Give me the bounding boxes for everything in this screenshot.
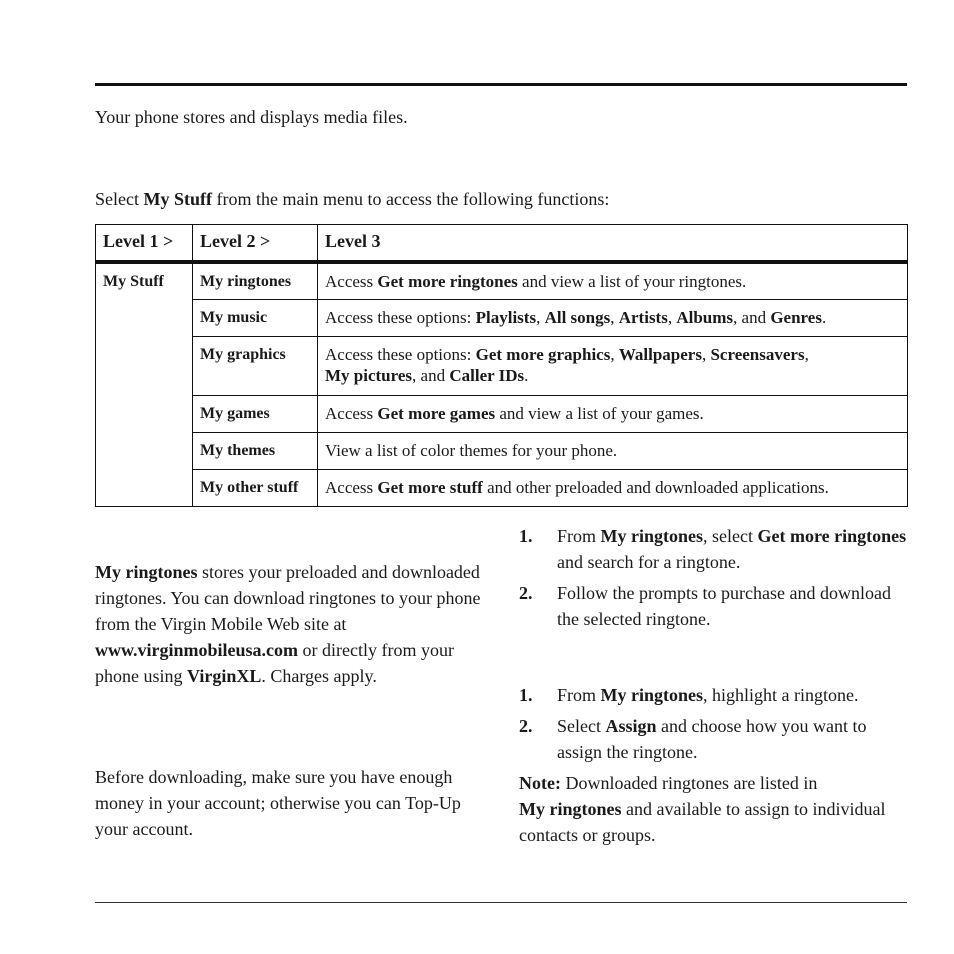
list-item: 2. Select Assign and choose how you want to assign the ringtone. bbox=[519, 713, 909, 765]
level3-cell: Access these options: Playlists, All songs, Artists, Albums, and Genres. bbox=[318, 300, 908, 337]
table-row bbox=[96, 262, 908, 300]
table-row bbox=[96, 396, 908, 433]
list-item: 1. From My ringtones, highlight a ringtone. bbox=[519, 682, 909, 708]
level2-cell: My music bbox=[193, 300, 318, 337]
bold-term: Artists bbox=[618, 308, 668, 327]
table-row bbox=[96, 337, 908, 396]
level2-cell: My themes bbox=[193, 433, 318, 470]
level3-cell: View a list of color themes for your phone. bbox=[318, 433, 908, 470]
note-text: Note: Downloaded ringtones are listed in My ringtones and available to assign to individual contacts or groups. bbox=[519, 773, 886, 845]
download-steps bbox=[519, 523, 909, 637]
bold-term: Get more graphics bbox=[475, 345, 611, 364]
list-item: 2. Follow the prompts to purchase and download the selected ringtone. bbox=[519, 580, 909, 632]
step-number: 2. bbox=[519, 716, 533, 736]
level2-cell: My graphics bbox=[193, 337, 318, 396]
bold-term: My ringtones bbox=[519, 799, 622, 819]
step-number: 1. bbox=[519, 526, 533, 546]
bold-term: www.virginmobileusa.com bbox=[95, 640, 299, 660]
bold-term: My ringtones bbox=[600, 526, 704, 546]
ringtones-description: My ringtones stores your preloaded and downloaded ringtones. You can download ringtones to your phone from the Virgin Mobile Web site at www.virginmobileusa.com or directly from your phone using VirginXL. Charges apply. bbox=[95, 562, 481, 686]
my-stuff-term: My Stuff bbox=[143, 189, 212, 209]
header-level-1: Level 1 > bbox=[96, 225, 193, 263]
bold-term: All songs bbox=[544, 308, 611, 327]
bold-term: Note: bbox=[519, 773, 561, 793]
bold-term: Assign bbox=[605, 716, 657, 736]
header-level-2: Level 2 > bbox=[193, 225, 318, 263]
intro-text: Your phone stores and displays media files. bbox=[95, 107, 408, 127]
bold-term: Screensavers bbox=[710, 345, 805, 364]
bold-term: Get more ringtones bbox=[377, 272, 518, 291]
level3-cell: Access Get more games and view a list of your games. bbox=[318, 396, 908, 433]
level2-cell: My ringtones bbox=[193, 262, 318, 300]
table-row bbox=[96, 433, 908, 470]
level3-cell: Access these options: Get more graphics, Wallpapers, Screensavers, My pictures, and Caller IDs. bbox=[318, 337, 908, 396]
bold-term: Playlists bbox=[475, 308, 537, 327]
bold-term: My pictures bbox=[325, 366, 413, 385]
select-instruction: Select My Stuff from the main menu to access the following functions: bbox=[95, 189, 610, 209]
table-row bbox=[96, 470, 908, 507]
bold-term: Get more games bbox=[377, 404, 496, 423]
level3-cell: Access Get more stuff and other preloaded and downloaded applications. bbox=[318, 470, 908, 507]
bold-term: Caller IDs bbox=[449, 366, 525, 385]
table-row bbox=[96, 300, 908, 337]
level3-cell: Access Get more ringtones and view a list of your ringtones. bbox=[318, 262, 908, 300]
top-rule bbox=[95, 83, 907, 86]
topup-note: Before downloading, make sure you have enough money in your account; otherwise you can Top-Up your account. bbox=[95, 767, 461, 839]
level2-cell: My other stuff bbox=[193, 470, 318, 507]
assign-steps-list bbox=[519, 682, 909, 765]
bold-term: VirginXL bbox=[187, 666, 262, 686]
level1-cell: My Stuff bbox=[96, 262, 193, 507]
assign-steps bbox=[519, 682, 909, 770]
step-number: 1. bbox=[519, 685, 533, 705]
bold-term: Genres bbox=[770, 308, 822, 327]
bottom-rule bbox=[95, 902, 907, 903]
table-header-row bbox=[96, 225, 908, 263]
bold-term: My ringtones bbox=[600, 685, 704, 705]
header-level-3: Level 3 bbox=[318, 225, 908, 263]
bold-term: Albums bbox=[676, 308, 734, 327]
bold-term: Get more ringtones bbox=[757, 526, 907, 546]
bold-term: My ringtones bbox=[95, 562, 198, 582]
level2-cell: My games bbox=[193, 396, 318, 433]
step-number: 2. bbox=[519, 583, 533, 603]
bold-term: Get more stuff bbox=[377, 478, 483, 497]
download-steps-list bbox=[519, 523, 909, 632]
menu-table bbox=[95, 224, 908, 507]
bold-term: Wallpapers bbox=[618, 345, 702, 364]
list-item: 1. From My ringtones, select Get more ringtones and search for a ringtone. bbox=[519, 523, 909, 575]
